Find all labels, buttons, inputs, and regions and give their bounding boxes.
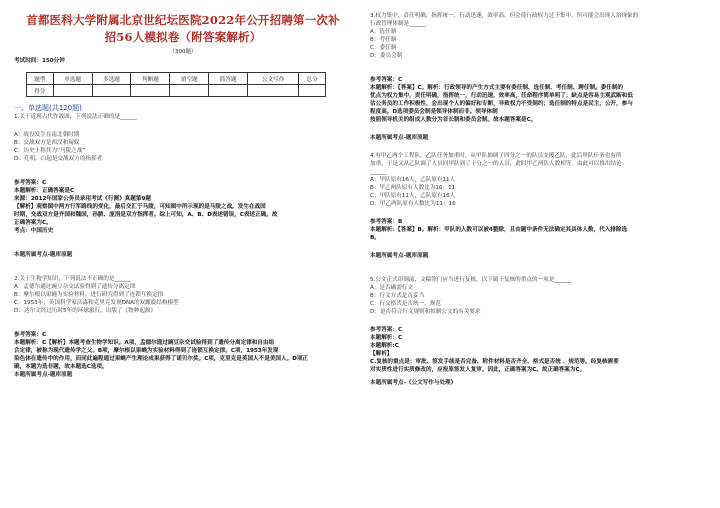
question-3-option-a: A：选任制	[370, 29, 397, 35]
question-5-analysis-line: C.复核的重点是：审批、签发手续是否完备、附件材料是否齐全、格式是否统 、规范等。经复核需要	[370, 359, 619, 365]
question-1-stem: 1.关于近现古代作战图，下列说法正确的是______	[14, 114, 137, 120]
score-cell	[131, 85, 170, 97]
score-header-cell: 总分	[299, 73, 326, 85]
score-header-cell: 判断题	[131, 73, 170, 85]
score-header-cell: 填空题	[170, 73, 209, 85]
question-3-option-b: B：考任制	[370, 37, 397, 43]
question-1-analysis-line: 本题解析：正确答案是C	[14, 188, 75, 194]
question-2-analysis-line: 本题解析：C【解析】本题考查生物学知识。A项，孟德尔通过豌豆杂交试验得到了遗传分离定律和自由组	[14, 340, 275, 346]
question-5-stem: 5.公文正式印制前，文稿签门应当进行复核，以下属于复核的重点的一项是______	[370, 277, 572, 283]
score-header-cell: 单选题	[53, 73, 92, 85]
question-3-answer: 参考答案：C	[370, 77, 403, 83]
question-5-option-a: A：是否确需行文	[370, 285, 413, 291]
question-2-analysis-line: 合定律，被称为现代遗传学之父。B项，摩尔根以果蝇为实验材料得到了连锁互换定律。C项，1953年发现	[14, 348, 279, 354]
question-5-source: 本题所属考点-《公文写作与处理》	[370, 380, 457, 386]
question-5-option-c: C：行文格式是否统一、规范	[370, 301, 442, 307]
score-row-label: 得分	[27, 85, 54, 97]
left-column	[14, 12, 352, 508]
question-5-analysis-line: 【解析】	[370, 351, 393, 357]
question-2-stem: 2.关于生物学知识，下列说法不正确的是______	[14, 276, 132, 282]
question-1-option-a: A：战役发生在南北朝时期	[14, 132, 80, 138]
question-2-option-a: A：孟德尔通过豌豆杂交试验得到了遗传分离定律	[14, 284, 136, 290]
score-header-cell: 题型	[27, 73, 54, 85]
score-header-cell: 多选题	[92, 73, 131, 85]
question-4-analysis-line: 本题解析：【答案】B。解析：甲队的人数可以被4整除，且由题中条件无法确定其具体人数，代入排除选	[370, 227, 628, 233]
question-3-analysis-line: 优点为权力集中，责任明确，指挥统一，行动迅速，效率高，任命程序简单明了；缺点是容易主观武断和低	[370, 93, 633, 99]
score-table	[26, 72, 326, 97]
question-4-source: 本题所属考点-题库原题	[370, 253, 429, 259]
score-header-cell: 简答题	[209, 73, 248, 85]
score-cell	[209, 85, 248, 97]
question-4-stem-line: ______	[370, 169, 387, 175]
document-title	[14, 12, 352, 46]
question-4-stem-line: 加重，于是又从乙队调了人员回甲队到了十分之一的人员，此时甲乙两队人数相等。由此可以推出结论：	[370, 161, 628, 167]
section-title: 一、单选题(共120题)	[14, 104, 82, 112]
question-4-answer: 参考答案：B	[370, 219, 403, 225]
question-2-option-d: D：达尔文经过历时5年的环球旅行，出版了《物种起源》	[14, 308, 157, 314]
question-5-analysis-line: 本题解析：C	[370, 335, 403, 341]
question-5-answer: 参考答案：C	[370, 327, 403, 333]
question-2-answer: 参考答案：C	[14, 332, 47, 338]
question-1-option-d: D：孔明、白起是交战双方的指挥者	[14, 156, 103, 162]
question-3-analysis-line: 按照领导机关的组成人数分为首长制和委员会制。故本题答案是C。	[370, 117, 537, 123]
question-4-stem-line: 4.有甲乙两个工程队，乙队任务加重时，从甲队抽调了四分之一的队员支援乙队，此后甲队任务也有所	[370, 153, 622, 159]
question-1-analysis-line: 来源：2012年国家公务员录用考试《行测》真题第9题	[14, 196, 151, 202]
question-3-analysis-line: 本题解析：【答案】C。解析：行政领导的产生方式主要有委任制、选任制、考任制、聘任制。委任制的	[370, 85, 624, 91]
question-3-source: 本题所属考点-题库原题	[370, 135, 429, 141]
title-line-1: 首都医科大学附属北京世纪坛医院2022年公开招聘第一次补	[26, 13, 340, 27]
score-table-score-row	[27, 85, 326, 97]
question-2-source: 本题所属考点-题库原题	[14, 372, 73, 378]
question-3-option-c: C：委任制	[370, 45, 397, 51]
score-cell	[92, 85, 131, 97]
title-line-2: 招56人模拟卷（附答案解析）	[104, 30, 262, 44]
question-4-option-d: D：甲乙两队原有人数比为11：16	[370, 201, 456, 207]
question-3-stem-line: 行政管理体制是______	[370, 21, 426, 27]
question-4-option-a: A：甲队原有16人，乙队原有11人	[370, 177, 456, 183]
question-2-analysis-line: 染色体在遗传中的作用，而同此遍程通过果蝇产生理论成果获得了诺贝尔奖。C项，克里克是英国人不是美国人。D项正	[14, 356, 309, 362]
question-1-answer: 参考答案：C	[14, 180, 47, 186]
question-4-option-b: B：甲乙两队原有人数比为16：11	[370, 185, 456, 191]
right-column	[370, 12, 710, 508]
exam-time: 考试时间：150分钟	[14, 58, 65, 64]
question-1-option-c: C：历史上称其为“马陵之战”	[14, 148, 86, 154]
question-3-option-d: D：委员会制	[370, 53, 403, 59]
question-count-note: （300题）	[169, 49, 197, 55]
score-header-cell: 公文写作	[248, 73, 299, 85]
question-1-analysis-line: 考点：中国历史	[14, 228, 54, 234]
question-4-analysis-line: B。	[370, 235, 380, 241]
question-2-option-b: B：摩尔根以果蝇为实验材料，进行研究得到了连锁互换定律	[14, 292, 164, 298]
question-4-option-c: C：甲队原有11人，乙队原有16人	[370, 193, 456, 199]
question-1-option-b: B：交战双方是西汉和匈奴	[14, 140, 80, 146]
question-1-analysis-line: 时期，交战双方是齐国和魏国，孙膑、庞涓是双方指挥者。综上可知，A、B、D表述错误，C表述正确。故	[14, 212, 278, 218]
score-cell	[53, 85, 92, 97]
question-5-analysis-line: 本题解析:C	[370, 343, 399, 349]
question-1-source: 本题所属考点-题库原题	[14, 252, 73, 258]
question-2-analysis-line: 确，本题为选非题，故本题选C选项。	[14, 364, 108, 370]
question-2-option-c: C：1953年，英国科学家沃森和克里克发现DNA的双螺旋结构模型	[14, 300, 179, 306]
question-1-analysis-line: 正确答案为C。	[14, 220, 52, 226]
score-cell	[170, 85, 209, 97]
score-cell	[248, 85, 299, 97]
question-1-analysis-line: 【解析】观察图中两方行军路线的变化，最后交汇于马陵，可知图中所示现的是马陵之战。发生在战国	[14, 204, 266, 210]
question-5-option-d: D：是否符合行文规则和拟制公文的有关要求	[370, 309, 481, 315]
question-3-analysis-line: 估公务员的工作积极性，会出现个人的偏好和专断，导致权力不受制约；选任制的特点是民主，公开，参与	[370, 101, 633, 107]
score-cell	[299, 85, 326, 97]
question-3-analysis-line: 程度高。D选项委员会制是领导体制而非。领导体制	[370, 109, 498, 115]
question-5-analysis-line: 对实质性进行实质修改的，应报原签发人复审。因此，正确答案为C。故正确答案为C。	[370, 367, 586, 373]
question-3-stem-line: 3.权力集中、责任明确、指挥统一、行动迅速，效率高，但会使行政权力过于集中，但可能会出现人治现象的	[370, 13, 639, 19]
score-table-header-row	[27, 73, 326, 85]
question-5-option-b: B：行文方式是否妥当	[370, 293, 425, 299]
